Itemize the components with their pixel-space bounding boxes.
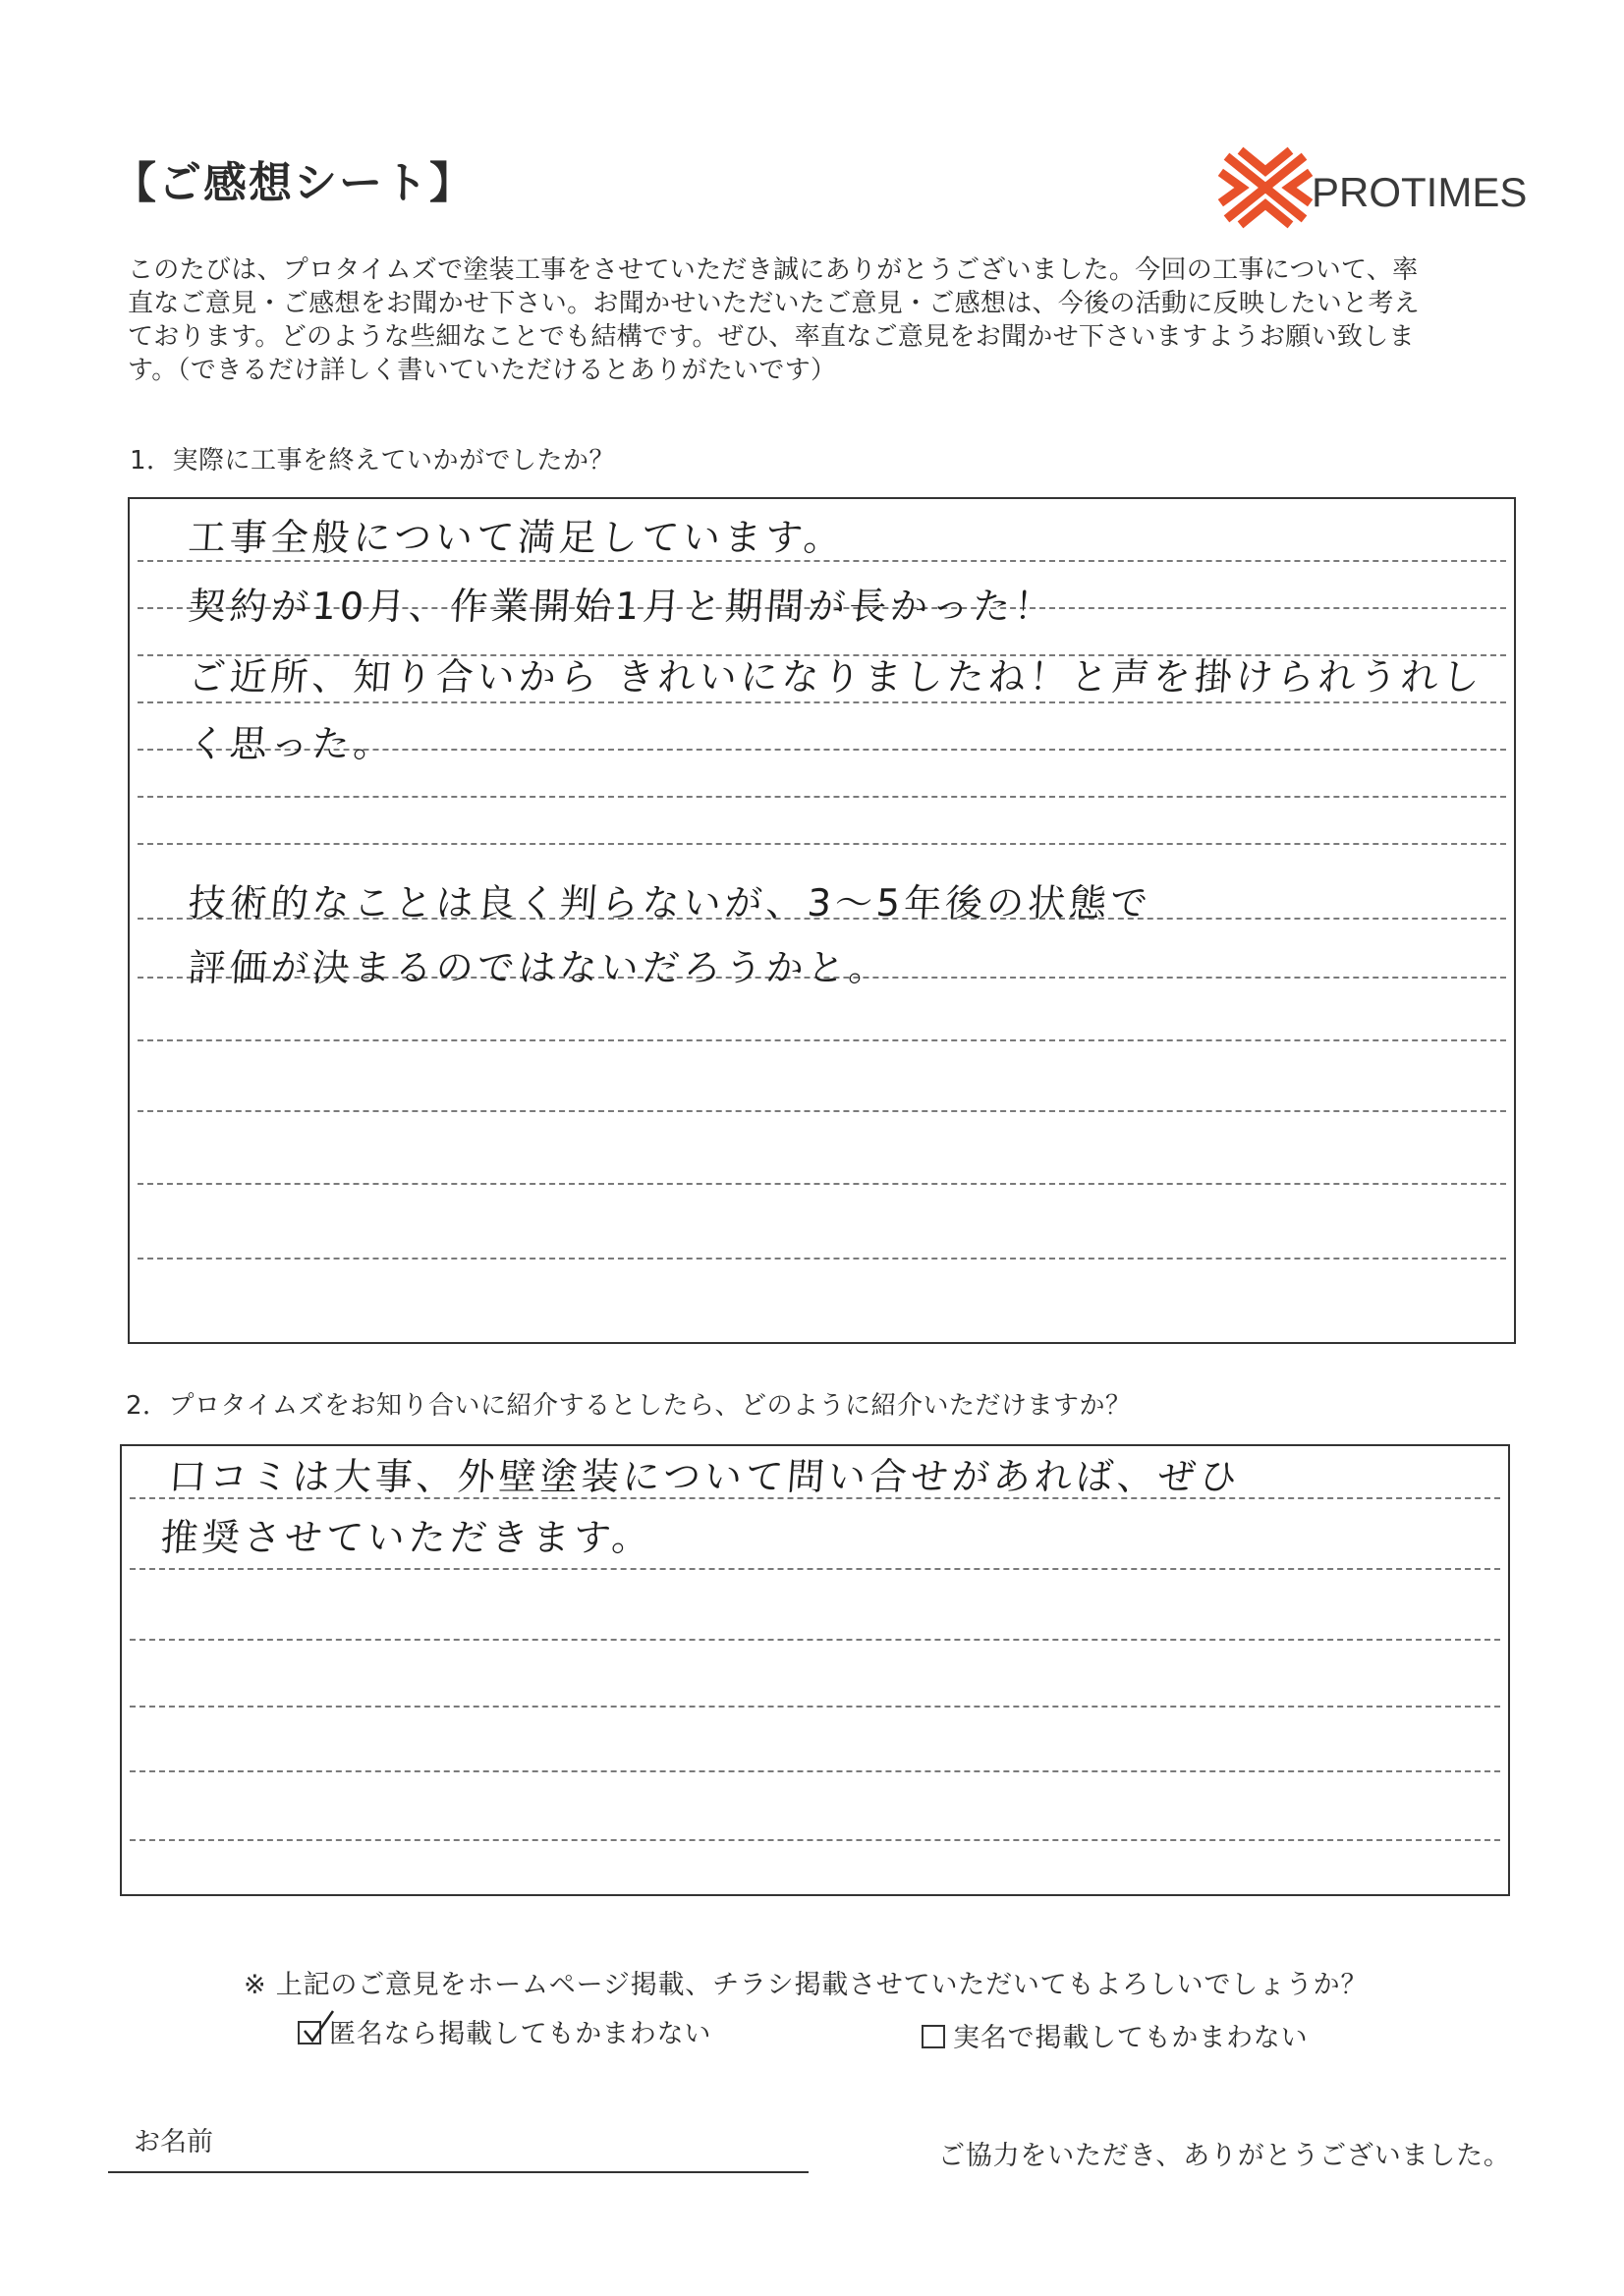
ruled-line bbox=[138, 1183, 1506, 1185]
anonymous-checkbox[interactable] bbox=[298, 2021, 321, 2044]
answer-1-box bbox=[128, 497, 1516, 1344]
realname-option[interactable] bbox=[922, 2016, 1308, 2054]
brand-logo bbox=[1216, 145, 1531, 234]
intro-text bbox=[128, 253, 1523, 387]
name-label: お名前 bbox=[134, 2127, 213, 2157]
brand-name: PROTIMES bbox=[1312, 169, 1528, 215]
handwritten-answer-line: 技術的なことは良く判らないが、3〜5年後の状態で bbox=[187, 881, 1153, 924]
ruled-line bbox=[130, 1770, 1500, 1772]
intro-line: す。（できるだけ詳しく書いていただけるとありがたいです） bbox=[128, 356, 837, 385]
ruled-line bbox=[138, 1258, 1506, 1260]
intro-line: このたびは、プロタイムズで塗装工事をさせていただき誠にありがとうございました。今回の工事について、率 bbox=[128, 255, 1419, 285]
ruled-line bbox=[138, 843, 1506, 845]
ruled-line bbox=[130, 1839, 1500, 1841]
checkmark-icon bbox=[302, 2009, 335, 2044]
handwritten-answer-line: 評価が決まるのではないだろうかと。 bbox=[187, 946, 892, 989]
handwritten-answer-line: 工事全般について満足しています。 bbox=[187, 516, 847, 559]
handwritten-answer-line: 契約が10月、作業開始1月と期間が長かった！ bbox=[187, 585, 1057, 628]
page-title: 【ご感想シート】 bbox=[113, 158, 475, 208]
ruled-line bbox=[138, 1039, 1506, 1041]
ruled-line bbox=[130, 1568, 1500, 1570]
ruled-line bbox=[130, 1639, 1500, 1641]
handwritten-answer-line: 推奨させていただきます。 bbox=[159, 1516, 655, 1559]
question-1-label: 1．実際に工事を終えていかがでしたか？ bbox=[130, 446, 616, 476]
realname-option-label: 実名で掲載してもかまわない bbox=[953, 2023, 1309, 2053]
anonymous-option[interactable] bbox=[298, 2012, 711, 2050]
handwritten-answer-line: 口コミは大事、外壁塗装について問い合せがあれば、ぜひ bbox=[167, 1455, 1243, 1498]
consent-question: ※ 上記のご意見をホームページ掲載、チラシ掲載させていただいてもよろしいでしょうか？ bbox=[244, 1970, 1369, 2000]
realname-checkbox[interactable] bbox=[922, 2025, 945, 2048]
ruled-line bbox=[130, 1706, 1500, 1708]
handwritten-answer-line: ご近所、知り合いから きれいになりましたね！と声を掛けられうれし bbox=[187, 655, 1485, 699]
answer-2-box bbox=[120, 1444, 1510, 1896]
intro-line: 直なご意見・ご感想をお聞かせ下さい。お聞かせいただいたご意見・ご感想は、今後の活動に反映したいと考え bbox=[128, 289, 1421, 318]
ruled-line bbox=[138, 796, 1506, 798]
intro-line: ております。どのような些細なことでも結構です。ぜひ、率直なご意見をお聞かせ下さいますようお願い致しま bbox=[128, 322, 1415, 352]
thanks-message: ご協力をいただき、ありがとうございました。 bbox=[938, 2141, 1511, 2171]
protimes-logo-icon bbox=[1216, 145, 1315, 230]
handwritten-answer-line: く思った。 bbox=[187, 722, 397, 765]
name-field-line[interactable] bbox=[108, 2171, 809, 2173]
ruled-line bbox=[138, 1110, 1506, 1112]
question-2-label: 2．プロタイムズをお知り合いに紹介するとしたら、どのように紹介いただけますか？ bbox=[126, 1391, 1132, 1421]
ruled-line bbox=[138, 701, 1506, 703]
anonymous-option-label: 匿名なら掲載してもかまわない bbox=[329, 2019, 712, 2049]
